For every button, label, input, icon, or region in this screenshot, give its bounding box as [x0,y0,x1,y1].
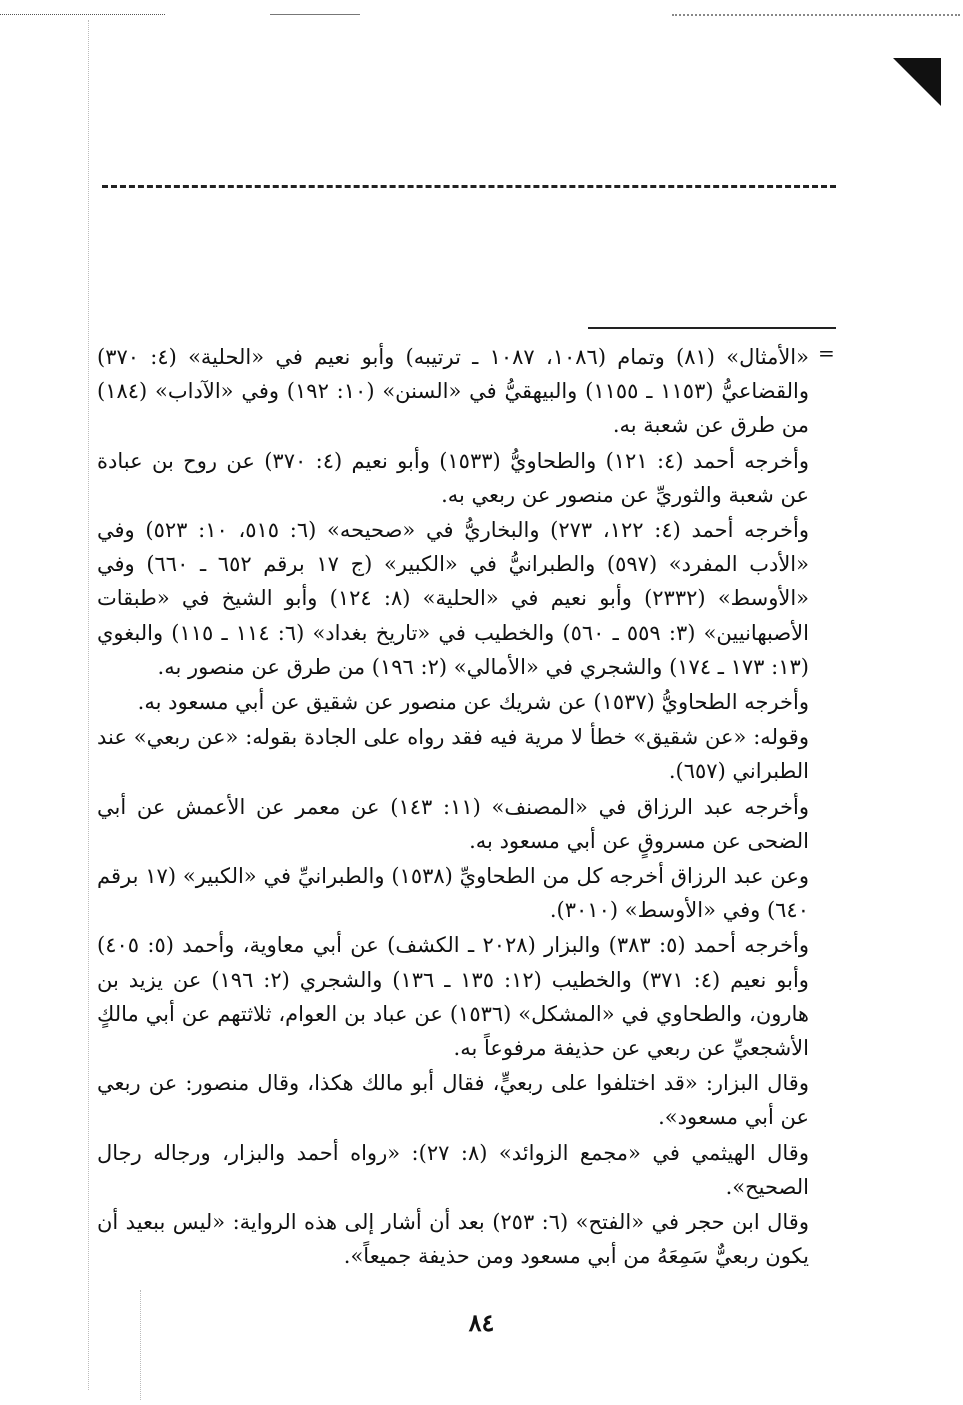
scan-artifact-top-right [672,14,960,16]
footnote-paragraph: وأخرجه الطحاويُّ (١٥٣٧) عن شريك عن منصور عن شقيق عن أبي مسعود به. [137,690,809,715]
section-divider-dashed [102,185,836,188]
footnote-paragraph: وأخرجه أحمد (٥: ٣٨٣) والبزار (٢٠٢٨ ـ الكشف) عن أبي معاوية، وأحمد (٥: ٤٠٥) وأبو نعيم (٤: ٣٧١) والخطيب (١٢: ١٣٥ ـ ١٣٦) والشجري (٢: ١٩٦) عن يزيد بن هارون، والطحاوي في «المشكل» (١٥٣٦) عن عباد بن العوام، ثلاثتهم عن أبي مالكٍ الأشجعيِّ عن ربعي عن حذيفة مرفوعاً به. [97,933,810,1061]
page-number: ٨٤ [468,1308,495,1337]
footnote-text-block [97,340,809,1274]
footnote-paragraph: وقوله: «عن شقيق» خطأ لا مرية فيه فقد رواه على الجادة بقوله: «عن ربعي» عند الطبراني (٦٥٧). [97,725,809,784]
footnote-paragraph: وقال الهيثمي في «مجمع الزوائد» (٨: ٢٧): «رواه أحمد والبزار، ورجاله رجال الصحيح». [97,1140,809,1199]
footnote-paragraph: وأخرجه أحمد (٤: ١٢٢، ٢٧٣) والبخاريُّ في «صحيحه» (٦: ٥١٥، ١٠: ٥٢٣) وفي «الأدب المفرد» (٥٩٧) والطبرانيُّ في «الكبير» (ج ١٧ برقم ٦٥٢ ـ ٦٦٠) وفي «الأوسط» (٢٣٣٢) وأبو نعيم في «الحلية» (٨: ١٢٤) وأبو الشيخ في «طبقات الأصبهانيين» (٣: ٥٥٩ ـ ٥٦٠) والخطيب في «تاريخ بغداد» (٦: ١١٤ ـ ١١٥) والبغوي (١٣: ١٧٣ ـ ١٧٤) والشجري في «الأمالي» (٢: ١٩٦) من طرق عن منصور به. [97,518,809,679]
footnote-separator-rule [588,327,836,329]
scan-artifact-vertical [140,1290,141,1400]
footnote-paragraph: «الأمثال» (٨١) وتمام (١٠٨٦، ١٠٨٧ ـ ترتيبه) وأبو نعيم في «الحلية» (٤: ٣٧٠) والقضاعيُّ (١١٥٣ ـ ١١٥٥) والبيهقيُّ في «السنن» (١٠: ١٩٢) وفي «الآداب» (١٨٤) من طرق عن شعبة به. [97,345,810,438]
footnote-paragraph: وقال البزار: «قد اختلفوا على ربعيٍّ، فقال أبو مالك هكذا، وقال منصور: عن ربعي عن أبي مسعود». [97,1071,809,1130]
footnote-paragraph: وقال ابن حجر في «الفتح» (٦: ٢٥٣) بعد أن أشار إلى هذه الرواية: «ليس ببعيد أن يكون ربعيٌّ سَمِعَهُ من أبي مسعود ومن حذيفة جميعاً». [97,1210,809,1269]
corner-triangle-mark [893,58,941,106]
scan-artifact-vertical [88,20,89,1390]
scan-artifact-top-center [270,14,360,15]
footnote-continuation-mark: = [818,341,835,365]
scan-artifact-top-left [0,14,165,15]
footnote-paragraph: وأخرجه عبد الرزاق في «المصنف» (١١: ١٤٣) عن معمر عن الأعمش عن أبي الضحى عن مسروقٍ عن أبي مسعود به. [97,794,809,853]
footnote-paragraph: وعن عبد الرزاق أخرجه كل من الطحاويِّ (١٥٣٨) والطبرانيِّ في «الكبير» (١٧ برقم ٦٤٠) وفي «الأوسط» (٣٠١٠). [97,864,810,923]
footnote-paragraph: وأخرجه أحمد (٤: ١٢١) والطحاويُّ (١٥٣٣) وأبو نعيم (٤: ٣٧٠) عن روح بن عبادة عن شعبة والثوريِّ عن منصور عن ربعي به. [97,448,809,507]
